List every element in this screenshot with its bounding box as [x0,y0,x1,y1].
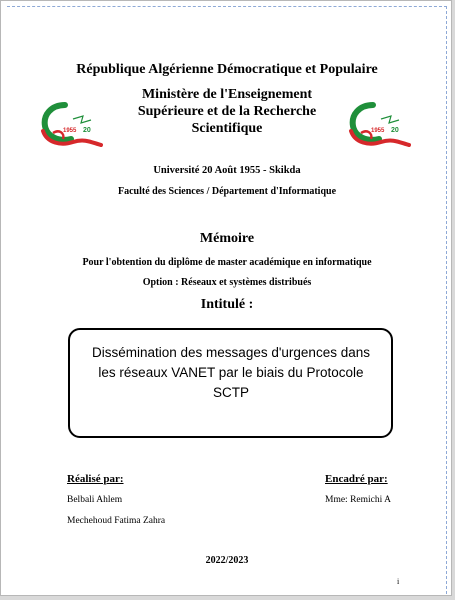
ministry-line-2: Supérieure et de la Recherche [137,104,317,119]
document-type: Mémoire [199,231,255,246]
republic-heading: République Algérienne Démocratique et Populaire [76,62,378,77]
supervisor-label: Encadré par: [325,473,388,485]
option-line: Option : Réseaux et systèmes distribués [142,277,312,288]
degree-purpose: Pour l'obtention du diplôme de master académique en informatique [82,257,372,268]
faculty-name: Faculté des Sciences / Département d'Informatique [117,186,337,197]
thesis-title-line-2: les réseaux VANET par le biais du Protocole [98,365,364,380]
supervisor-name: Mme: Remichi A [325,495,391,505]
academic-year: 2022/2023 [205,555,249,566]
thesis-title [71,343,391,403]
authors-label: Réalisé par: [67,473,124,485]
page-number: i [397,577,400,586]
logo-year-right: 1955 [371,128,385,134]
author-name-2: Mechehoud Fatima Zahra [67,516,166,526]
logo-year-left: 1955 [63,128,77,134]
author-name-1: Belbali Ahlem [67,495,123,505]
thesis-title-line-1: Dissémination des messages d'urgences dans [92,345,370,360]
ministry-line-3: Scientifique [191,121,263,136]
thesis-title-line-3: SCTP [212,385,249,400]
university-logo-left [35,99,107,149]
logo-number-right: 20 [391,127,399,134]
logo-number-left: 20 [83,127,91,134]
title-label: Intitulé : [200,297,254,312]
university-logo-right [343,99,415,149]
ministry-line-1: Ministère de l'Enseignement [141,87,313,102]
university-name: Université 20 Août 1955 - Skikda [153,165,301,176]
